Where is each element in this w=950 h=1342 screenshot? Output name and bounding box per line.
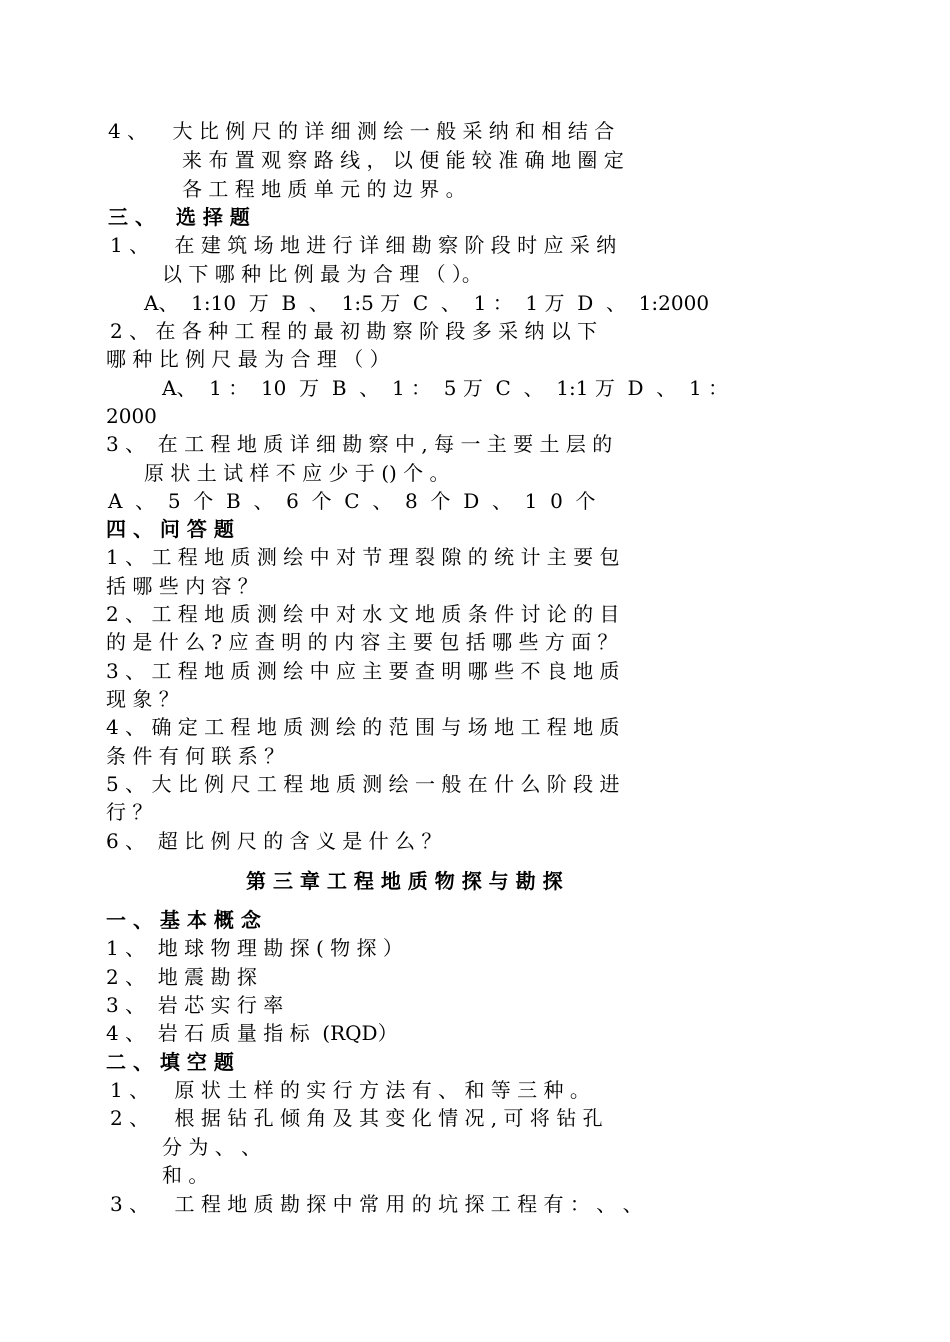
section-heading-concepts: 一 、 基 本 概 念 <box>106 908 261 932</box>
choice-q2-line-2: 哪 种 比 例 尺 最 为 合 理 （ ） <box>106 347 390 371</box>
choice-q3-line-1: 3 、 在 工 程 地 质 详 细 勘 察 中 , 每 一 主 要 土 层 的 <box>106 432 613 456</box>
choice-q1-options: A、 1:10 万 B 、 1:5 万 C 、 1 ： 1 万 D 、 1:2000 <box>144 291 710 315</box>
qa-q3-line-2: 现 象 ？ <box>106 687 179 711</box>
concept-2: 2 、 地 震 勘 探 <box>106 965 257 989</box>
qa-q2-line-1: 2 、 工 程 地 质 测 绘 中 对 水 文 地 质 条 件 讨 论 的 目 <box>106 602 620 626</box>
choice-q3-line-2: 原 状 土 试 样 不 应 少 于 () 个 。 <box>144 461 450 485</box>
section-heading-fill: 二 、 填 空 题 <box>106 1050 234 1074</box>
q4-fill-line-1: 4 、 大 比 例 尺 的 详 细 测 绘 一 般 采 纳 和 相 结 合 <box>108 119 615 143</box>
choice-q3-options: A 、 5 个 B 、 6 个 C 、 8 个 D 、 1 0 个 <box>108 489 596 513</box>
fill-q3-line-1: 3 、 工 程 地 质 勘 探 中 常 用 的 坑 探 工 程 有 ： 、 、 <box>110 1192 643 1216</box>
q4-fill-line-3: 各 工 程 地 质 单 元 的 边 界 。 <box>182 177 466 201</box>
q4-fill-line-2: 来 布 置 观 察 路 线 ， 以 便 能 较 准 确 地 圈 定 <box>182 148 624 172</box>
choice-q1-line-1: 1 、 在 建 筑 场 地 进 行 详 细 勘 察 阶 段 时 应 采 纳 <box>110 233 617 257</box>
qa-q6: 6 、 超 比 例 尺 的 含 义 是 什 么 ？ <box>106 829 442 853</box>
concept-1: 1 、 地 球 物 理 勘 探 ( 物 探 ） <box>106 936 403 960</box>
chapter-title: 第 三 章 工 程 地 质 物 探 与 勘 探 <box>246 869 563 893</box>
choice-q2-options: A、 1 ： 10 万 B 、 1 ： 5 万 C 、 1:1 万 D 、 1 ： <box>162 376 729 400</box>
fill-q1: 1 、 原 状 土 样 的 实 行 方 法 有 、 和 等 三 种 。 <box>110 1078 590 1102</box>
fill-q2-line-3: 和 。 <box>162 1163 209 1187</box>
choice-q1-line-2: 以 下 哪 种 比 例 最 为 合 理 （ ）。 <box>162 262 482 286</box>
qa-q2-line-2: 的 是 什 么 ? 应 查 明 的 内 容 主 要 包 括 哪 些 方 面 ？ <box>106 630 618 654</box>
qa-q3-line-1: 3 、 工 程 地 质 测 绘 中 应 主 要 查 明 哪 些 不 良 地 质 <box>106 659 620 683</box>
qa-q5-line-1: 5 、 大 比 例 尺 工 程 地 质 测 绘 一 般 在 什 么 阶 段 进 <box>106 772 620 796</box>
concept-3: 3 、 岩 芯 实 行 率 <box>106 993 284 1017</box>
concept-4: 4 、 岩 石 质 量 指 标 (RQD） <box>106 1021 398 1045</box>
qa-q4-line-2: 条 件 有 何 联 系 ？ <box>106 744 285 768</box>
section-heading-choice: 三 、 选 择 题 <box>108 205 250 229</box>
choice-q2-line-1: 2 、 在 各 种 工 程 的 最 初 勘 察 阶 段 多 采 纳 以 下 <box>110 319 598 343</box>
fill-q2-line-1: 2 、 根 据 钻 孔 倾 角 及 其 变 化 情 况 , 可 将 钻 孔 <box>110 1106 603 1130</box>
qa-q4-line-1: 4 、 确 定 工 程 地 质 测 绘 的 范 围 与 场 地 工 程 地 质 <box>106 715 620 739</box>
fill-q2-line-2: 分 为 、 、 <box>162 1135 262 1159</box>
qa-q1-line-2: 括 哪 些 内 容 ？ <box>106 574 258 598</box>
qa-q1-line-1: 1 、 工 程 地 质 测 绘 中 对 节 理 裂 隙 的 统 计 主 要 包 <box>106 545 620 569</box>
section-heading-qa: 四 、 问 答 题 <box>106 517 234 541</box>
qa-q5-line-2: 行 ？ <box>106 800 153 824</box>
choice-q2-options-wrap: 2000 <box>106 404 157 428</box>
